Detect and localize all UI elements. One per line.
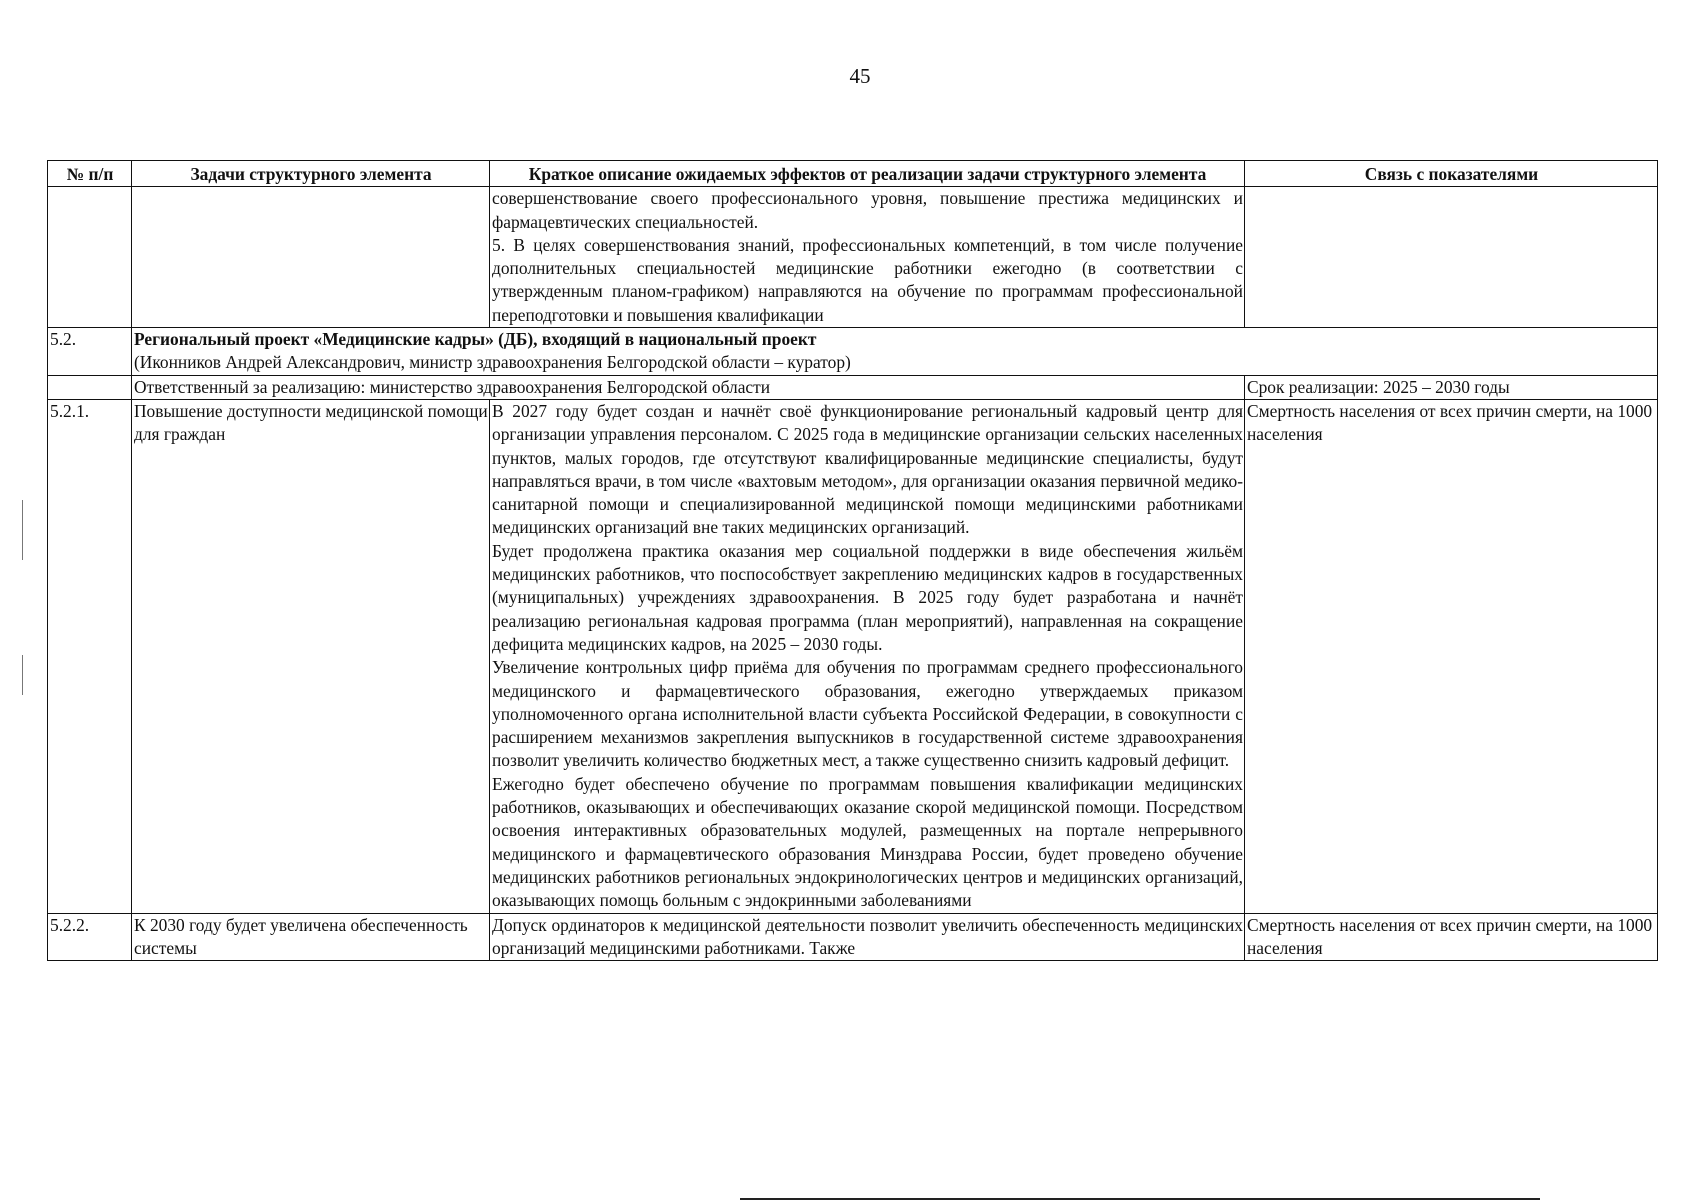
scan-artifact-mark bbox=[22, 500, 23, 560]
period-cell: Срок реализации: 2025 – 2030 годы bbox=[1245, 375, 1658, 399]
row-task: Повышение доступности медицинской помощи для граждан bbox=[132, 399, 490, 913]
scan-artifact-mark bbox=[22, 655, 23, 695]
responsible-row bbox=[48, 375, 1658, 399]
cell-num bbox=[48, 375, 132, 399]
row-link: Смертность населения от всех причин смерти, на 1000 населения bbox=[1245, 399, 1658, 913]
description-paragraph: Будет продолжена практика оказания мер социальной поддержки в виде обеспечения жильём медицинских работников, что поспособствует закреплению медицинских кадров в государственных (муниципальных) учреждениях здравоохранения. В 2025 году будет разработана и начнёт реализацию региональная кадровая программа (план мероприятий), направленная на сокращение дефицита медицинских кадров, на 2025 – 2030 годы. bbox=[492, 540, 1243, 654]
section-title: Региональный проект «Медицинские кадры» (ДБ), входящий в национальный проект bbox=[134, 329, 817, 350]
section-row-5-2 bbox=[48, 328, 1658, 376]
row-num: 5.2.1. bbox=[48, 399, 132, 913]
cell-task bbox=[132, 187, 490, 328]
page-number: 45 bbox=[849, 64, 871, 88]
section-num: 5.2. bbox=[48, 328, 132, 376]
table-row-5-2-1 bbox=[48, 399, 1658, 913]
table-row-5-2-2 bbox=[48, 913, 1658, 961]
header-num: № п/п bbox=[48, 161, 132, 187]
row-description: Допуск ординаторов к медицинской деятельности позволит увеличить обеспеченность медицинских организаций медицинскими работниками. Также bbox=[490, 913, 1245, 961]
section-curator: (Иконников Андрей Александрович, министр здравоохранения Белгородской области – куратор) bbox=[134, 352, 851, 373]
row-link: Смертность населения от всех причин смерти, на 1000 населения bbox=[1245, 913, 1658, 961]
description-paragraph: В 2027 году будет создан и начнёт своё функционирование региональный кадровый центр для организации управления персоналом. С 2025 года в медицинские организации сельских населенных пунктов, малых городов, где отсутствуют квалифицированные медицинские специалисты, будут направляться врачи, в том числе «вахтовым методом», для организации оказания первичной медико-санитарной помощи и специализированной медицинской помощи медицинскими работниками медицинских организаций вне таких медицинских организаций. bbox=[492, 400, 1243, 538]
description-paragraph: 5. В целях совершенствования знаний, профессиональных компетенций, в том числе получение дополнительных специальностей медицинские работники ежегодно (в соответствии с утвержденным планом-графиком) направляются на обучение по программам профессиональной переподготовки и повышения квалификации bbox=[492, 234, 1243, 325]
description-paragraph: Увеличение контрольных цифр приёма для обучения по программам среднего профессионального медицинского и фармацевтического образования, ежегодно утверждаемых приказом уполномоченного органа исполнительной власти субъекта Российской Федерации, в совокупности с расширением механизмов закрепления выпускников в государственной системе здравоохранения позволит увеличить количество бюджетных мест, а также существенно снизить кадровый дефицит. bbox=[492, 657, 1243, 771]
cell-description bbox=[490, 187, 1245, 328]
structural-elements-table bbox=[47, 160, 1658, 961]
table-row-continued bbox=[48, 187, 1658, 328]
header-link: Связь с показателями bbox=[1245, 161, 1658, 187]
description-paragraph: совершенствование своего профессионального уровня, повышение престижа медицинских и фармацевтических специальностей. bbox=[492, 188, 1243, 232]
responsible-cell: Ответственный за реализацию: министерство здравоохранения Белгородской области bbox=[132, 375, 1245, 399]
cell-link bbox=[1245, 187, 1658, 328]
cell-num bbox=[48, 187, 132, 328]
table-header-row bbox=[48, 161, 1658, 187]
header-description: Краткое описание ожидаемых эффектов от реализации задачи структурного элемента bbox=[490, 161, 1245, 187]
row-task: К 2030 году будет увеличена обеспеченность системы bbox=[132, 913, 490, 961]
row-description bbox=[490, 399, 1245, 913]
section-title-cell bbox=[132, 328, 1658, 376]
row-num: 5.2.2. bbox=[48, 913, 132, 961]
description-paragraph: Ежегодно будет обеспечено обучение по программам повышения квалификации медицинских работников, оказывающих и обеспечивающих оказание скорой медицинской помощи. Посредством освоения интерактивных образовательных модулей, размещенных на портале непрерывного медицинского и фармацевтического образования Минздрава России, будет проведено обучение медицинских работников региональных эндокринологических центров и медицинских организаций, оказывающих помощь больным с эндокринными заболеваниями bbox=[492, 773, 1243, 911]
header-tasks: Задачи структурного элемента bbox=[132, 161, 490, 187]
